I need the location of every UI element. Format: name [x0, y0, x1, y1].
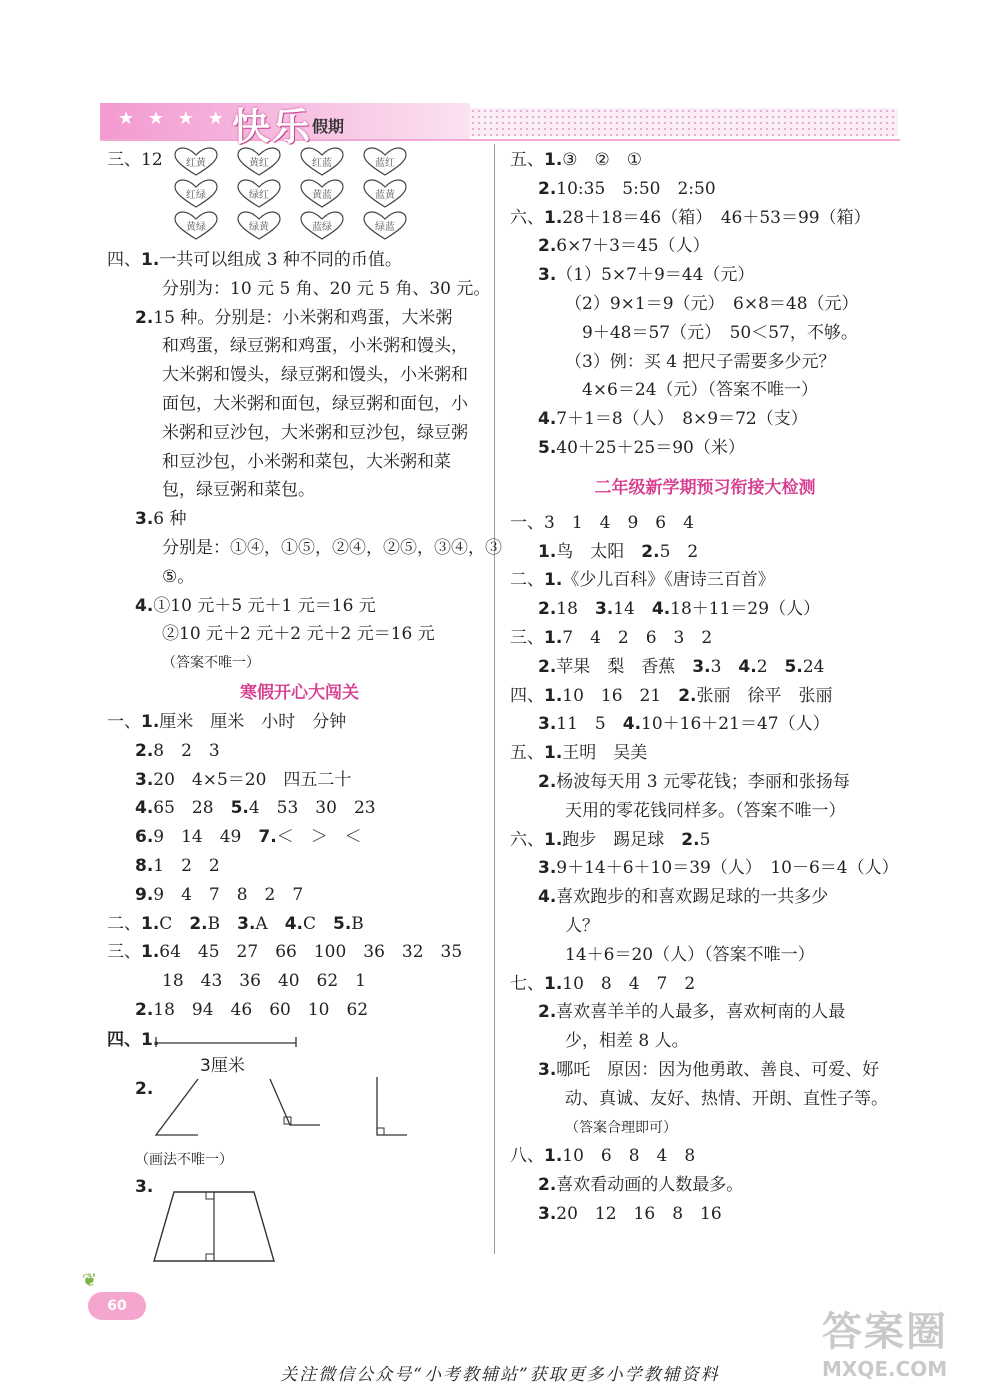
answer-line	[107, 938, 492, 967]
answer-line	[107, 852, 492, 881]
answer-text: 张丽 徐平 张丽	[696, 685, 833, 706]
answer-list	[510, 509, 900, 1229]
heart-label: 蓝红	[375, 158, 395, 169]
brand-title: 快乐	[232, 105, 313, 149]
answer-line	[510, 854, 900, 883]
heart-label: 绿蓝	[375, 222, 395, 233]
heart-icon	[362, 211, 408, 241]
item-number: 4.	[538, 887, 557, 908]
answer-line	[107, 910, 492, 939]
heart-label: 红黄	[186, 158, 206, 169]
item-number: 9.	[135, 884, 154, 905]
answer-line	[510, 1114, 900, 1143]
item-number: 2.	[538, 656, 557, 677]
item-number: 2.	[538, 1002, 557, 1023]
hearts-row	[173, 210, 425, 242]
item-number: 2.	[189, 913, 208, 934]
answer-text: 3	[710, 656, 739, 677]
answer-text: 10 16 21	[562, 685, 679, 706]
answer-line	[510, 941, 900, 970]
answer-text: 5	[699, 829, 711, 850]
answer-text: 包，绿豆粥和菜包。	[162, 480, 315, 501]
answer-line	[510, 970, 900, 999]
item-number: 7.	[258, 827, 277, 848]
answer-text: （1）5×7＋9＝44（元）	[556, 265, 755, 286]
section-number: 四、	[107, 250, 141, 270]
section-number: 四、	[510, 685, 544, 706]
item-number: 4.	[135, 798, 154, 819]
item-number: 1.	[141, 711, 160, 732]
answer-line	[510, 1142, 900, 1171]
item-number: 2.	[538, 1175, 557, 1196]
hearts-row	[173, 146, 425, 178]
answer-line	[510, 797, 900, 826]
answer-text: 2	[756, 656, 785, 677]
answer-text: 7 4 2 6 3 2	[562, 627, 713, 648]
section-number: 六、	[510, 829, 544, 850]
answer-text: 分别为：10 元 5 角、20 元 5 角、30 元。	[162, 278, 491, 299]
answer-line	[510, 434, 900, 463]
answer-text: 14＋6＝20（人）（答案不唯一）	[565, 944, 815, 965]
question-label: 3.	[135, 1176, 154, 1197]
heart-icon	[362, 179, 408, 209]
answer-text: A	[255, 913, 285, 934]
answer-text: 喜欢喜羊羊的人最多，喜欢柯南的人最	[556, 1002, 846, 1023]
answer-line	[107, 361, 492, 390]
header-rule	[100, 139, 900, 141]
answer-text: 40＋25＋25＝90（米）	[556, 437, 745, 458]
answer-text: 20 4×5＝20 四五二十	[153, 769, 352, 790]
answer-text: 20 12 16 8 16	[556, 1203, 722, 1224]
answer-line	[510, 348, 900, 377]
column-divider	[494, 144, 495, 1254]
answer-line	[107, 823, 492, 852]
answer-line	[107, 246, 492, 275]
answer-line	[107, 332, 492, 361]
section-number: 三、	[107, 942, 141, 963]
section-number: 八、	[510, 1146, 544, 1167]
heart-label: 黄蓝	[312, 190, 332, 201]
answer-text: 喜欢跑步的和喜欢踢足球的一共多少	[556, 887, 829, 908]
answer-list	[510, 146, 900, 463]
item-number: 1.	[544, 627, 563, 648]
answer-text: B	[207, 913, 238, 934]
answer-line	[510, 883, 900, 912]
item-number: 3.	[594, 599, 614, 620]
answer-text: 天用的零花钱同样多。（答案不唯一）	[565, 800, 846, 821]
answer-text: 7＋1＝8（人） 8×9＝72（支）	[556, 409, 808, 430]
answer-line	[510, 595, 900, 624]
answer-text: 人？	[565, 915, 599, 936]
answer-line	[510, 319, 900, 348]
answer-line	[510, 1027, 900, 1056]
section-number: 三、	[510, 627, 544, 648]
answer-line	[510, 912, 900, 941]
answer-text: 6×7＋3＝45（人）	[556, 236, 710, 257]
answer-text: 少，相差 8 人。	[565, 1031, 689, 1052]
answer-line	[107, 419, 492, 448]
answer-line	[107, 708, 492, 737]
item-number: 2.	[641, 541, 660, 562]
item-number: 3.	[135, 509, 154, 530]
item-number: 2.	[538, 236, 557, 257]
watermark-url: MXQE.COM	[822, 1357, 948, 1381]
item-number: 4.	[538, 409, 557, 430]
answer-line	[510, 710, 900, 739]
answer-line	[107, 275, 492, 304]
answer-text: 面包，大米粥和面包，绿豆粥和面包，小	[162, 393, 468, 414]
item-number: 4.	[651, 599, 671, 620]
item-number: 4.	[738, 656, 757, 677]
brand-subtitle: 假期	[312, 117, 345, 136]
answer-text: （2）9×1＝9（元） 6×8＝48（元）	[565, 293, 859, 314]
heart-icon	[299, 147, 345, 177]
answer-text: 米粥和豆沙包，大米粥和豆沙包，绿豆粥	[162, 422, 468, 443]
section-title: 寒假开心大闯关	[240, 682, 359, 703]
answer-text: 4 53 30 23	[248, 798, 376, 819]
item-number: 3.	[692, 656, 711, 677]
answer-line	[510, 768, 900, 797]
answer-line	[107, 505, 492, 534]
answer-text: 18 43 36 40 62 1	[162, 971, 366, 992]
item-number: 8.	[135, 855, 154, 876]
answer-line	[107, 881, 492, 910]
item-number: 1.	[538, 541, 557, 562]
item-number: 3.	[538, 1059, 557, 1080]
answer-line	[510, 624, 900, 653]
answer-line	[510, 146, 900, 175]
answer-line	[510, 1085, 900, 1114]
answer-text: （答案不唯一）	[162, 655, 260, 672]
answer-line	[510, 1056, 900, 1085]
answer-line	[510, 826, 900, 855]
item-number: 4.	[135, 595, 154, 616]
answer-line	[510, 739, 900, 768]
item-number: 2.	[538, 771, 557, 792]
item-number: 2.	[538, 599, 557, 620]
item-number: 3.	[237, 913, 256, 934]
answer-text: 鸟 太阳	[556, 541, 642, 562]
answer-text: 65 28	[153, 798, 231, 819]
answer-list	[107, 246, 502, 678]
item-number: 1.	[141, 913, 160, 934]
item-number: 3.	[538, 858, 557, 879]
heart-label: 黄绿	[186, 222, 206, 233]
heart-label: 红绿	[186, 190, 206, 201]
answer-text: 10:35 5:50 2:50	[556, 178, 716, 199]
answer-line	[107, 304, 492, 333]
answer-line	[107, 766, 492, 795]
item-number: 5.	[230, 798, 249, 819]
item-number: 1.	[141, 250, 160, 270]
answer-text: 9 14 49	[153, 827, 259, 848]
answer-line	[510, 232, 900, 261]
item-number: 5.	[784, 656, 803, 677]
item-number: 4.	[284, 913, 303, 934]
answer-line	[510, 998, 900, 1027]
answer-text: ⑤。	[162, 566, 195, 587]
answer-line	[510, 175, 900, 204]
item-number: 5.	[333, 913, 352, 934]
question-label: 三、12	[107, 150, 163, 170]
heart-icon	[173, 211, 219, 241]
answer-text: 9＋14＋6＋10＝39（人） 10－6＝4（人）	[556, 858, 899, 879]
item-number: 2.	[135, 999, 154, 1020]
answer-text: B	[351, 913, 364, 934]
answer-line	[510, 653, 900, 682]
trapezoid-figure	[150, 1188, 280, 1268]
answer-text: 厘米 厘米 小时 分钟	[159, 711, 347, 732]
answer-text: 和豆沙包，小米粥和菜包，大米粥和菜	[162, 451, 451, 472]
answer-text: 24	[802, 656, 825, 677]
heart-icon	[236, 147, 282, 177]
answer-line	[107, 534, 502, 563]
answer-text: 10 6 8 4 8	[562, 1146, 696, 1167]
item-number: 3.	[135, 769, 154, 790]
answer-text: 9 4 7 8 2 7	[153, 884, 304, 905]
answer-line	[510, 405, 900, 434]
heart-label: 绿黄	[249, 222, 269, 233]
answer-text: ②10 元＋2 元＋2 元＋2 元＝16 元	[162, 624, 435, 645]
answer-line	[107, 448, 492, 477]
answer-text: 10＋16＋21＝47（人）	[641, 714, 830, 735]
answer-line	[510, 538, 900, 567]
answer-text: 18	[556, 599, 595, 620]
answer-line	[107, 620, 492, 649]
answer-line	[510, 509, 900, 538]
answer-text: 14	[613, 599, 652, 620]
answer-text: ＜ ＞ ＜	[276, 827, 362, 848]
heart-icon	[236, 179, 282, 209]
answer-line	[107, 649, 492, 678]
heart-icon	[236, 211, 282, 241]
item-number: 3.	[538, 265, 557, 286]
answer-line	[510, 376, 900, 405]
angle-figures	[152, 1073, 412, 1145]
answer-list	[107, 708, 492, 1025]
answer-line	[510, 1200, 900, 1229]
section-number: 二、	[510, 570, 544, 591]
answer-text: 1 2 2	[153, 855, 220, 876]
right-column	[510, 146, 900, 1229]
answer-text: ①10 元＋5 元＋1 元＝16 元	[153, 595, 376, 616]
item-number: 3.	[538, 714, 557, 735]
watermark-logo: 答案圈	[822, 1309, 948, 1355]
hearts-row	[173, 178, 425, 210]
star-icon: ★ ★ ★ ★	[118, 108, 228, 129]
answer-text: 喜欢看动画的人数最多。	[556, 1175, 744, 1196]
line-segment-figure	[154, 1029, 304, 1049]
answer-line	[107, 967, 492, 996]
item-number: 2.	[135, 740, 154, 761]
section-number: 六、	[510, 207, 544, 228]
answer-text: 苹果 梨 香蕉	[556, 656, 693, 677]
section-number: 二、	[107, 913, 141, 934]
item-number: 1.	[544, 207, 563, 228]
answer-line	[510, 1171, 900, 1200]
item-number: 6.	[135, 827, 154, 848]
answer-text: 动、真诚、友好、热情、开朗、直性子等。	[565, 1088, 888, 1109]
section-number: 七、	[510, 973, 544, 994]
answer-text: 哪吒 原因：因为他勇敢、善良、可爱、好	[556, 1059, 880, 1080]
answer-text: 3 1 4 9 6 4	[544, 512, 694, 533]
hearts-grid	[173, 146, 425, 242]
answer-text: 9＋48＝57（元） 50＜57，不够。	[565, 322, 858, 343]
answer-text: 杨波每天用 3 元零花钱；李丽和张扬每	[556, 771, 850, 792]
section-number: 五、	[510, 743, 544, 764]
item-number: 1.	[544, 1146, 563, 1167]
answer-text: 王明 吴美	[562, 743, 648, 764]
answer-text: 15 种。分别是：小米粥和鸡蛋，大米粥	[153, 307, 453, 328]
answer-line	[107, 592, 492, 621]
answer-line	[510, 566, 900, 595]
answer-text: 18＋11＝29（人）	[670, 599, 821, 620]
answer-line	[510, 261, 900, 290]
section-number: 一、	[107, 711, 141, 732]
answer-line	[510, 290, 900, 319]
answer-text: C	[302, 913, 333, 934]
answer-text: 跑步 踢足球	[562, 829, 682, 850]
answer-line	[510, 204, 900, 233]
answer-line	[107, 476, 492, 505]
section-title: 二年级新学期预习衔接大检测	[594, 477, 816, 498]
item-number: 1.	[141, 942, 160, 963]
answer-text: 6 种	[153, 509, 187, 530]
answer-text: 8 2 3	[153, 740, 220, 761]
answer-text: 11 5	[556, 714, 623, 735]
answer-text: 《少儿百科》《唐诗三百首》	[562, 570, 775, 591]
heart-label: 蓝绿	[312, 222, 332, 233]
item-number: 2.	[678, 685, 697, 706]
answer-text: 4×6＝24（元）（答案不唯一）	[565, 380, 819, 401]
length-label: 3厘米	[200, 1055, 245, 1076]
sprout-icon: ❦	[82, 1270, 98, 1291]
item-number: 3.	[538, 1203, 557, 1224]
answer-text: 和鸡蛋，绿豆粥和鸡蛋，小米粥和馒头，	[162, 336, 468, 357]
item-number: 1.	[544, 973, 563, 994]
section-number: 五、	[510, 150, 544, 170]
footer-note: 关注微信公众号“小考教辅站”获取更多小学教辅资料	[280, 1365, 720, 1385]
left-column	[107, 146, 502, 1235]
answer-text: 大米粥和馒头，绿豆粥和馒头，小米粥和	[162, 365, 468, 386]
answer-text: C	[159, 913, 190, 934]
answer-text: 10 8 4 7 2	[562, 973, 696, 994]
question-label: 四、1.	[107, 1029, 160, 1050]
answer-line	[107, 563, 492, 592]
item-number: 1.	[544, 570, 563, 591]
answer-line	[107, 794, 492, 823]
heart-icon	[362, 147, 408, 177]
item-number: 5.	[538, 437, 557, 458]
heart-label: 蓝黄	[375, 190, 395, 201]
item-number: 1.	[544, 829, 563, 850]
item-number: 1.	[544, 685, 563, 706]
item-number: 2.	[681, 829, 700, 850]
page-number: 60	[88, 1292, 146, 1320]
answer-text: 5 2	[659, 541, 699, 562]
answer-text: 18 94 46 60 10 62	[153, 999, 369, 1020]
hearts-block	[107, 146, 492, 246]
heart-label: 红蓝	[312, 158, 332, 169]
heart-label: 绿红	[249, 190, 269, 201]
heart-icon	[299, 211, 345, 241]
drawing-note: （画法不唯一）	[135, 1151, 233, 1168]
item-number: 4.	[622, 714, 642, 735]
header-pattern	[470, 108, 898, 136]
answer-text: 64 45 27 66 100 36 32 35	[159, 942, 463, 963]
heart-icon	[173, 179, 219, 209]
item-number: 2.	[135, 307, 154, 328]
answer-text: （3）例：买 4 把尺子需要多少元？	[565, 351, 836, 372]
answer-text: 28＋18＝46（箱） 46＋53＝99（箱）	[562, 207, 871, 228]
answer-text: 分别是：①④，①⑤，②④，②⑤，③④，③	[162, 537, 502, 558]
item-number: 1.	[544, 743, 563, 764]
answer-line	[107, 996, 492, 1025]
answer-line	[107, 737, 492, 766]
heart-label: 黄红	[249, 158, 269, 169]
answer-text: 一共可以组成 3 种不同的币值。	[159, 250, 402, 270]
answer-text: ③ ② ①	[562, 150, 643, 170]
answer-text: （答案合理即可）	[565, 1119, 677, 1136]
item-number: 1.	[544, 150, 563, 170]
section-number: 一、	[510, 512, 544, 533]
answer-line	[510, 682, 900, 711]
answer-line	[107, 390, 492, 419]
heart-icon	[173, 147, 219, 177]
item-number: 2.	[538, 178, 557, 199]
question-label: 2.	[135, 1078, 154, 1099]
heart-icon	[299, 179, 345, 209]
